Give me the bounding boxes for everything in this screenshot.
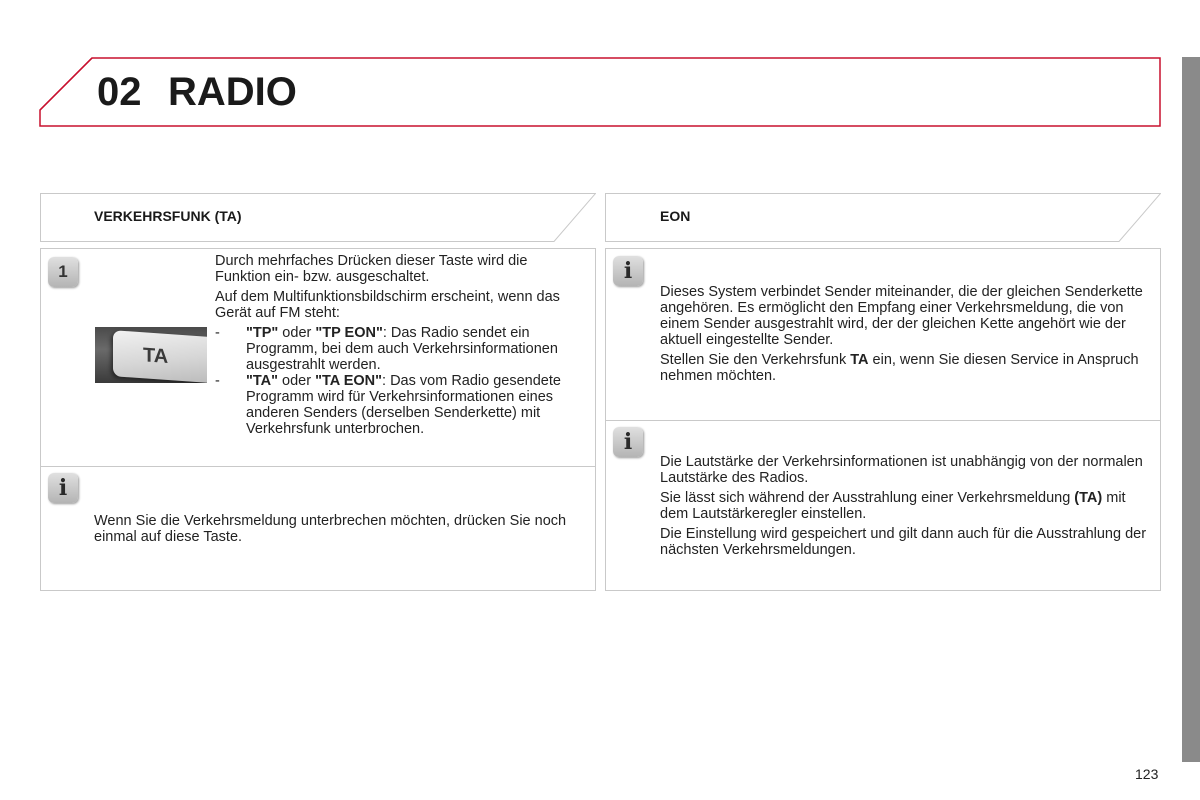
bullet-dash: -	[215, 325, 220, 341]
eon-info-text	[660, 284, 1150, 388]
intro-paragraph-1: Durch mehrfaches Drücken dieser Taste wird die Funktion ein- bzw. ausgeschaltet.	[215, 253, 528, 285]
ta-key	[113, 330, 207, 383]
info-icon: i	[613, 427, 643, 457]
bullet-term: "TA EON"	[315, 373, 383, 389]
volume-info-text	[660, 454, 1150, 562]
info-icon: i	[613, 256, 643, 286]
bullet-description: : Das Radio sendet ein Programm, bei dem auch Verkehrsinformationen ausgestrahlt werden.	[246, 325, 558, 373]
section-title: VERKEHRSFUNK (TA)	[94, 208, 242, 224]
volume-info-paragraph-1: Die Lautstärke der Verkehrsinformationen ist unabhängig von der normalen Lautstärke des Radios.	[660, 454, 1143, 486]
eon-info-paragraph-2: Stellen Sie den Verkehrsfunk TA ein, wenn Sie diesen Service in Anspruch nehmen möchten.	[660, 352, 1139, 384]
bullet-term: "TP"	[246, 325, 279, 341]
bullet-tp: - "TP" oder "TP EON": Das Radio sendet ein Programm, bei dem auch Verkehrsinformationen ausgestrahlt werden.	[215, 325, 558, 373]
info-note: Wenn Sie die Verkehrsmeldung unterbrechen möchten, drücken Sie noch einmal auf diese Taste.	[94, 513, 567, 545]
eon-info-paragraph-1: Dieses System verbindet Sender miteinander, die der gleichen Senderkette angehören. Es ermöglicht den Empfang einer Verkehrsmeldung, die von einem Sender ausgestrahlt wird, der der gleichen Kette angehört wie der aktuell eingestellte Sender.	[660, 284, 1143, 348]
bullet-term: "TA"	[246, 373, 279, 389]
chapter-thumb-tab	[1182, 57, 1200, 762]
box-divider	[41, 466, 595, 467]
step-1-badge: 1	[48, 257, 78, 287]
section-title: EON	[660, 208, 691, 224]
info-icon: i	[48, 473, 78, 503]
bullet-term: "TP EON"	[315, 325, 383, 341]
bullet-ta: - "TA" oder "TA EON": Das vom Radio gesendete Programm wird für Verkehrsinformationen eines anderen Senders (derselben Senderkette) mit Verkehrsfunk unterbrochen.	[215, 373, 561, 437]
bullet-description: : Das vom Radio gesendete Programm wird für Verkehrsinformationen eines anderen Senders (derselben Senderkette) mit Verkehrsfunk unterbrochen.	[246, 373, 561, 437]
chapter-title: RADIO	[168, 70, 297, 114]
ta-key-label: TA	[143, 344, 169, 369]
volume-info-paragraph-2: Sie lässt sich während der Ausstrahlung einer Verkehrsmeldung (TA) mit dem Lautstärkeregler einstellen.	[660, 490, 1126, 522]
volume-info-paragraph-3: Die Einstellung wird gespeichert und gilt dann auch für die Ausstrahlung der nächsten Verkehrsmeldungen.	[660, 526, 1147, 558]
page-number: 123	[1135, 766, 1159, 782]
section-header-eon	[605, 193, 1161, 242]
intro-paragraph-2: Auf dem Multifunktionsbildschirm erscheint, wenn das Gerät auf FM steht:	[215, 289, 560, 321]
box-divider	[606, 420, 1160, 421]
chapter-number: 02	[97, 70, 142, 114]
bullet-dash: -	[215, 373, 220, 389]
section-header-verkehrsfunk	[40, 193, 596, 242]
ta-button-image	[95, 327, 207, 383]
verkehrsfunk-text	[215, 253, 585, 437]
